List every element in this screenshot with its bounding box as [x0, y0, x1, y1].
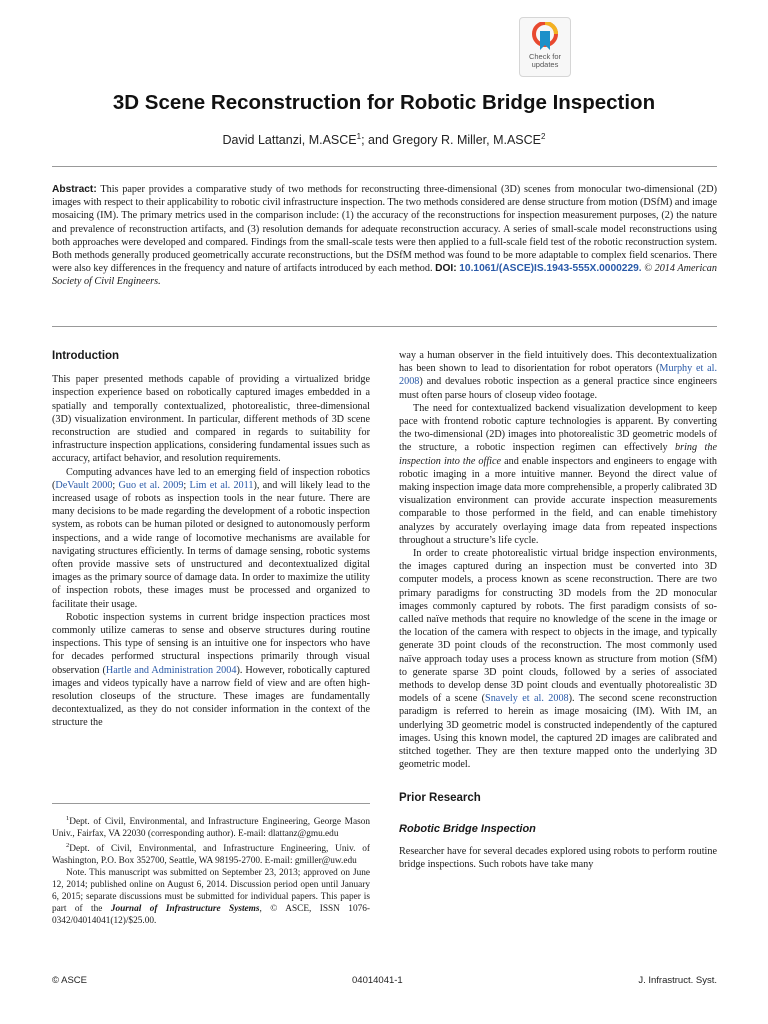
abstract-section [52, 166, 717, 327]
abstract-body: This paper provides a comparative study of two methods for reconstructing three-dimensional (3D) scenes from monocular two-dimensional (2D) images with respect to their applicability to robotic civil infrastructure inspection. The two methods considered are dense structure from motion (DSfM) and image mosaicing (IM). The primary metrics used in the comparison include: (1) the accuracy of the reconstructions for inspection measurement purposes, (2) the nature and prevalence of reconstruction artifacts, and (3) resolution demands for adequate reconstruction accuracy. A series of small-scale model reconstructions using both approaches were developed and compared. Findings from the small-scale tests were then applied to a full-scale field test of the robotic reconstruction system. Both methods generally produced geometrically accurate reconstructions, but the DSfM method was found to be more adaptable to complex field scenarios. There were also key differences in the frequency and nature of artifacts introduced by each method. [52, 184, 717, 275]
paragraph: Computing advances have led to an emerging field of inspection robotics (DeVault 2000; Guo et al. 2009; Lim et al. 2011), and will likely lead to the increased usage of robots as inspection tools in the near future. There are many decisions to be made regarding the development of a robotic inspection system, as robots can be human piloted or designed to autonomously perform inspections, and a wide range of locomotive mechanisms are available for navigating structures efficiently. In terms of damage sensing, robotic systems often provide massive sets of unstructured and decontextualized digital images as the primary source of damage data. In order to maximize the utility of inspection robots, these images must be processed and organized to facilitate their usage. [52, 466, 370, 610]
right-column [399, 349, 717, 871]
paragraph: Robotic inspection systems in current bridge inspection practices most commonly utilize cameras to sense and observe structures during routine inspections. This type of sensing is an intuitive one for inspectors who have for decades performed structural inspections primarily through visual observation (Hartle and Administration 2004). However, robotically captured images and videos typically have a narrow field of view and are often high-resolution closeups of the structure. These images are fundamentally decontextualized, as they do not consider information in the context of the structure the [52, 611, 370, 729]
manuscript-note: Note. This manuscript was submitted on September 23, 2013; approved on June 12, 2014; published online on August 6, 2014. Discussion period open until January 6, 2015; separate discussions must be submitted for individual papers. This paper is part of the Journal of Infrastructure Systems, © ASCE, ISSN 1076-0342/04014041(12)/$25.00. [52, 868, 370, 927]
footer-journal: J. Infrastruct. Syst. [638, 975, 717, 986]
abstract-copyright: © 2014 American Society of Civil Engineers. [52, 263, 717, 288]
citation-link[interactable]: Snavely et al. 2008 [485, 693, 569, 705]
badge-label-line2: updates [531, 60, 559, 69]
badge-label-line1: Check for [528, 52, 562, 61]
author-1-affil: 1 [356, 132, 362, 141]
footnotes [52, 803, 370, 927]
author-line [0, 132, 768, 147]
check-for-updates-icon [532, 22, 558, 52]
author-2: ; and Gregory R. Miller, M.ASCE [361, 133, 541, 148]
abstract-text [52, 183, 717, 289]
paragraph: In order to create photorealistic virtual bridge inspection environments, the images captured during an inspection must be converted into 3D computer models, a process known as scene reconstruction. There are two primary paradigms for constructing 3D models from the 2D monocular images commonly captured by robots. The first paradigm consists of so-called naïve methods that require no knowledge of the scene in the image or the location of the camera with respect to objects in the image, and typically generate 3D point clouds of the reconstruction. The most commonly used naïve approach today uses a process known as structure from motion (SfM) to generate sparse 3D point clouds, followed by a series of associated methods to develop dense 3D point clouds and eventually photorealistic 3D models of a scene (Snavely et al. 2008). The second scene reconstruction paradigm is referred to herein as image mosaicing (IM). With IM, an underlying 3D geometric model is constructed independently of the captured images. Using this known model, the captured 2D images are calibrated and stitched together. They are then texture mapped onto the underlying 3D geometric model. [399, 548, 718, 771]
subsection-heading-robotic-bridge-inspection: Robotic Bridge Inspection [399, 822, 536, 835]
citation-link[interactable]: Guo et al. 2009 [118, 479, 184, 491]
doi-link[interactable]: 10.1061/(ASCE)IS.1943-555X.0000229. [459, 263, 642, 275]
doi-label: DOI: [435, 263, 457, 275]
footnote-1: $^1$Dept. of Civil, Environmental, and Infrastructure Engineering, George Mason Univ., Fairfax, VA 22030 (corresponding author). E-mail: dlattanz@gmu.edu [52, 815, 370, 840]
paragraph: The need for contextualized backend visualization development to keep pace with frontend robotic capture technologies is apparent. By converting the two-dimensional (2D) images into photorealistic 3D geometric models of the structure, a robotic inspection regimen can effectively bring the inspection into the office and enable inspectors and engineers to engage with robotic imaging in a more intuitive manner. Beyond the direct value of making inspection image data more comprehensible, a properly calibrated 3D visualization environment can provide accurate inspection measurements comparable to those performed in the field, and can enable timehistory analyzes by accurately overlaying image data from repeated inspections throughout a structure’s life cycle. [399, 402, 717, 546]
abstract-label: Abstract: [52, 184, 97, 195]
author-2-affil: 2 [541, 132, 546, 141]
section-heading-prior-research: Prior Research [399, 791, 481, 804]
footer-publisher: © ASCE [52, 975, 87, 986]
paragraph: way a human observer in the field intuitively does. This decontextualization has been shown to lead to disorientation for robot operators (Murphy et al. 2008) and devalues robotic inspection as a general practice since engineers must often parse hours of closeup video footage. [399, 350, 717, 401]
footnote-2: $^2$Dept. of Civil, Environmental, and Infrastructure Engineering, Univ. of Washington, P.O. Box 352700, Seattle, WA 98195-2700. E-mail: gmiller@uw.edu [52, 842, 370, 867]
emphasis: bring the inspection into the office [399, 442, 717, 467]
citation-link[interactable]: Murphy et al. 2008 [399, 363, 717, 388]
citation-link[interactable]: Lim et al. 2011 [189, 479, 254, 491]
section-heading-introduction: Introduction [52, 350, 120, 362]
check-for-updates-badge[interactable] [519, 17, 571, 77]
citation-link[interactable]: DeVault 2000 [55, 479, 113, 491]
citation-link[interactable]: Hartle and Administration 2004 [105, 664, 237, 676]
paragraph: Researcher have for several decades explored using robots to perform routine bridge inspections. Such robots have take many [399, 845, 717, 871]
left-column [52, 350, 370, 730]
author-1: David Lattanzi, M.ASCE [222, 133, 357, 148]
footer-page-id: 04014041-1 [352, 975, 403, 986]
journal-name: Journal of Infrastructure Systems [110, 904, 260, 915]
paper-title: 3D Scene Reconstruction for Robotic Bridge Inspection [112, 91, 656, 114]
paragraph: This paper presented methods capable of providing a virtualized bridge inspection experience based on robotically captured images embedded in a spatially and temporally contextualized, photorealistic, three-dimensional (3D) visualization environment. In particular, different methods of 3D scene reconstruction are studied and compared in regards to suitability for infrastructure inspection applications, considering fundamental issues such as accuracy, artifact behavior, and resolution requirements. [52, 374, 370, 465]
